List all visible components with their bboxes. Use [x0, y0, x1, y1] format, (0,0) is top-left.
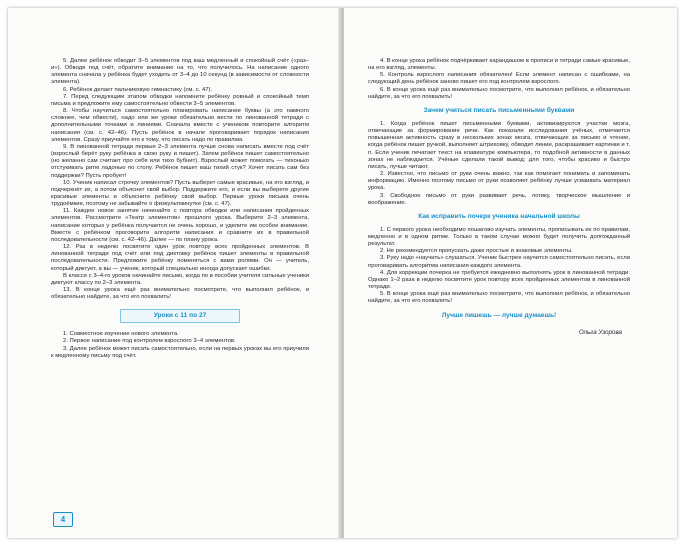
section-heading-lessons: Уроки с 11 по 27	[120, 309, 240, 323]
paragraph: 1. Когда ребёнок пишет письменными буквами, активизируются участки мозга, отвечающие за формирование речи. Как показали исследования учёных, отмечается повышенная активность сразу в нескольких зонах мозга, отвечающих за письмо и чтение, когда ребёнок пишет ручкой, выполняет штриховку, обводит линии, раскрашивает картинки и т. п. Если ученик печатает текст на клавиатуре компьютера, то подобной активности в данных зонах не наблюдается. Учёные сделали такой вывод: для того, чтобы красиво и быстро писать, лучше читают.	[368, 120, 630, 170]
paragraph: В классе с 3–4-го уроков начинайте письмо, когда по в пособии учителя сильные ученики диктуют классу по 2–3 элемента.	[51, 272, 309, 286]
open-book	[8, 8, 677, 538]
left-page	[8, 8, 341, 538]
paragraph: 12. Раз в неделю посвятите один урок повтору всех пройденных элементов. В линованной тетради под счёт или под диктовку ребёнок пишет элементы в правильной последовательности. Предложите ребёнку поменяться с вами ролями. Он — учитель, который диктует, а вы — ученик, который специально иногда допускает ошибки.	[51, 244, 309, 272]
section-heading-fix-handwriting: Как исправить почерк ученика начальной школы	[418, 212, 580, 220]
motto: Лучше пишешь — лучше думаешь!	[441, 311, 557, 319]
right-page-text	[368, 58, 630, 336]
page-number: 4	[53, 512, 73, 527]
paragraph: 5. Контроль взрослого написания обязателен! Если элемент написан с ошибками, на следующий день ребёнок заново пишет его под контролем взрослого.	[368, 72, 630, 86]
paragraph: 5. Далее ребёнок обводит 3–5 элементов под ваш медленный и спокойный счёт («раз–и»). Обводя под счёт, обратите внимание на то, что получилось. На написание одного элемента сначала у ребёнка будет уходить от 3–4 до 10 секунд (в зависимости от сложности элемента).	[51, 58, 309, 86]
paragraph: 3. Далее ребёнок может писать самостоятельно, если на первых уроках вы его приучили к медленному письму под счёт.	[51, 345, 309, 359]
right-page	[344, 8, 677, 538]
paragraph: 4. Для коррекции почерка не требуется ежедневно выполнять урок в линованной тетради. Однако 1–2 раза в неделю посвятите урок повтору всех пройденных элементов в линованной тетради.	[368, 269, 630, 291]
paragraph: 3. Свободное письмо от руки развивает речь, логику, творческое мышление и воображение.	[368, 192, 630, 206]
paragraph: 1. С первого урока необходимо пошагово изучать элементы, прописывать их по правилам, медленно и в одном ритме. Только в таком случае можно будет получить долгожданный результат.	[368, 226, 630, 248]
paragraph: 11. Каждое новое занятие начинайте с повтора обводки или написания пройденных элементов. Рассмотрите «Театр элементов» прошлого урока. Выберите 2–3 элемента, написание которых у ребёнка получается не очень хорошо, и уделите им особое внимание. Вместе с ребёнком проговорите алгоритм написания и сравните их в правильной последовательности (см. с. 42–46). Далее — по плану урока.	[51, 208, 309, 243]
paragraph: 8. Чтобы научиться самостоятельно планировать написание буквы (а это намного сложнее, чем обвести), надо или же уроки обязательно вести по линованной тетради с дополнительными точками и линиями. Сначала вместе с учеником повторите алгоритм написания (см. с. 42–46). Пусть ребёнок в начале проговаривает порядок написания элементов. Сразу приучайте его к тому, что писать надо по правилам.	[51, 108, 309, 143]
paragraph: 2. Не рекомендуется пропускать даже простые и знакомые элементы.	[380, 248, 573, 255]
left-page-text	[51, 58, 309, 360]
paragraph: 6. Ребёнок делает пальчиковую гимнастику (см. с. 47).	[63, 86, 213, 93]
paragraph: 13. В конце урока ещё раз внимательно посмотрите, что выполнил ребёнок, и обязательно найдите, за что его похвалить!	[51, 287, 309, 301]
paragraph: 10. Ученик написал строчку элементов? Пусть выберет самые красивые, на его взгляд, и подчеркнёт их, а потом объяснит свой выбор. Поддержите его, и если вы выберете другие красивые элементы и объясните ребёнку свой выбор. Первые уроки письма очень трудоёмкие, поэтому не забывайте о физкультминутке (см. с. 47).	[51, 179, 309, 208]
paragraph: 5. В конце урока ещё раз внимательно посмотрите, что выполнил ребёнок, и обязательно найдите, за что его похвалить!	[368, 291, 630, 305]
paragraph: 1. Совместное изучение нового элемента.	[63, 331, 179, 338]
author-signature: Ольга Узорова	[578, 328, 622, 336]
paragraph: 2. Первое написание под контролем взрослого 3–4 элементов.	[63, 338, 236, 345]
paragraph: 7. Перед следующим этапом обводки напомните ребёнку ровный и спокойный темп письма и предложите ему самостоятельно обвести 3–5 элементов.	[51, 93, 309, 107]
paragraph: 3. Руку надо «научить» слушаться. Ученик быстрее научится самостоятельно писать, если проговаривать алгоритма написания каждого элемента.	[368, 255, 630, 269]
paragraph: 2. Известно, что письмо от руки очень важно, так как помогает понимать и запоминать информацию. Именно поэтому письмо от руки позволяет ребёнку лучше усваивать материал урока.	[368, 171, 630, 192]
section-heading-why-cursive: Зачем учиться писать письменными буквами	[423, 106, 575, 114]
paragraph: 9. В линованной тетради первые 2–3 элемента лучше снова написать вместе под счёт (взрослый берёт руку ребёнка в свою руку и пишет). Затем ребёнок пишет самостоятельно (но желанно сам считает про себя или тихо бубнит). Взрослый может помогать — тихонько отстукивать ритм ладонью по столу. Ребёнок пишет ваш тихий стук? Хочет писать сам без поддержки? Пусть пробует!	[51, 143, 309, 179]
paragraph: 6. В конце урока ещё раз внимательно посмотрите, что выполнил ребёнок, и обязательно найдите, за что его похвалить!	[368, 86, 630, 100]
paragraph: 4. В конце урока ребёнок подчёркивает карандашом в прописи и тетради самые красивые, на его взгляд, элементы.	[368, 58, 630, 72]
